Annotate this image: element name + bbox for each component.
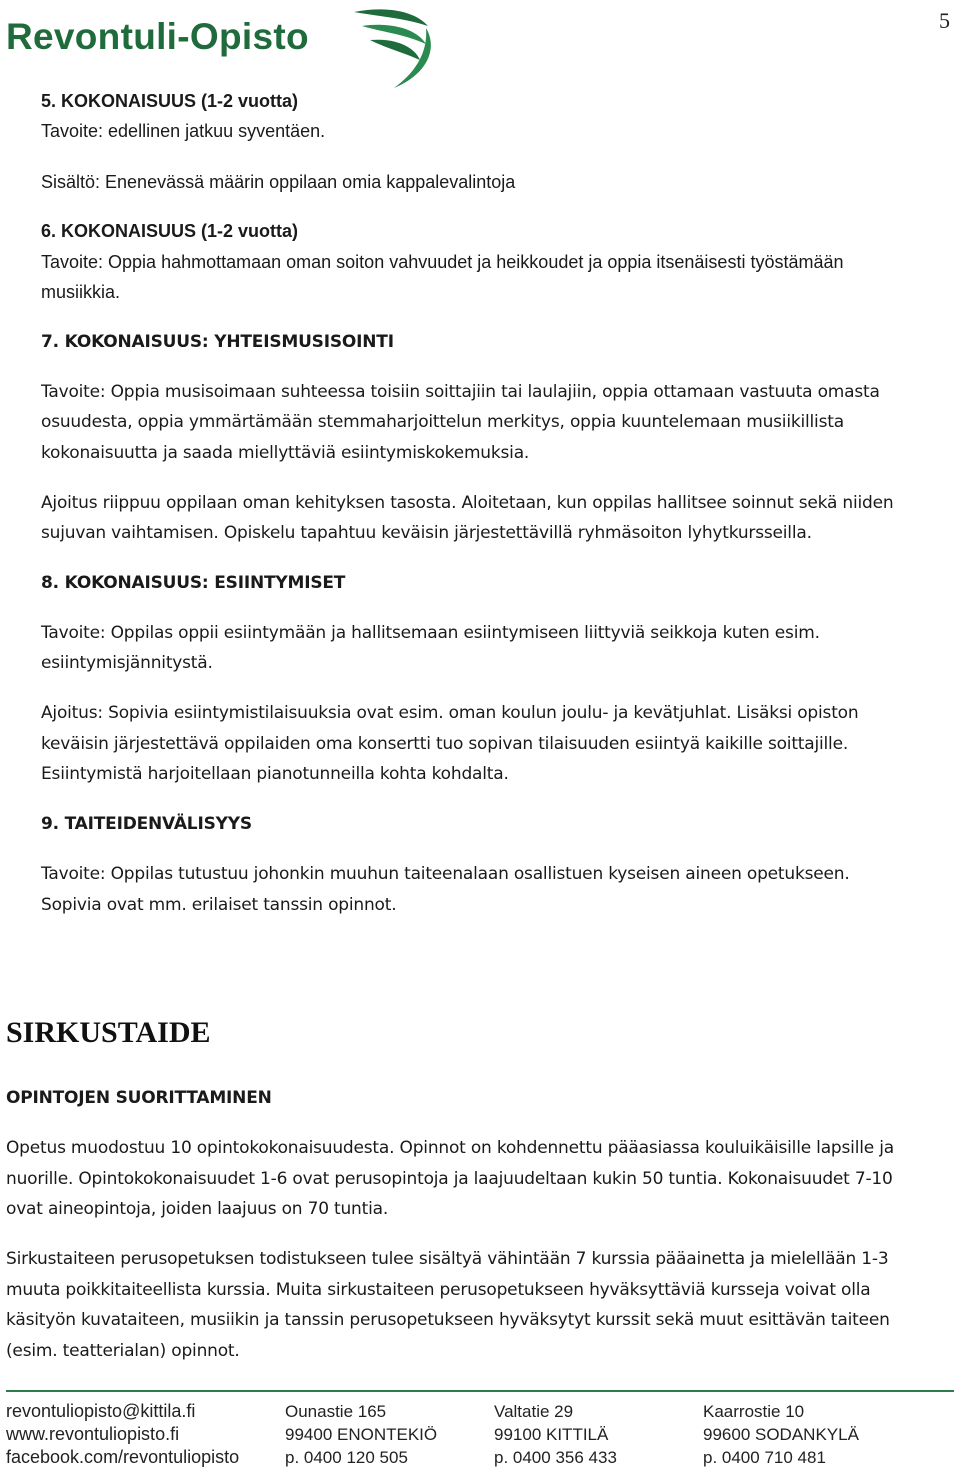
unit-7-goal-line-1: Tavoite: Oppia musisoimaan suhteessa toisiin soittajiin tai laulajiin, oppia ottamaan vastuuta omasta — [41, 382, 880, 402]
footer-office-enontekio — [285, 1400, 437, 1469]
unit-7-timing-line-1: Ajoitus riippuu oppilaan oman kehityksen tasosta. Aloitetaan, kun oppilas hallitsee soinnut sekä niiden — [41, 493, 894, 513]
footer-contact — [6, 1400, 239, 1469]
completion-paragraph-1-line-2: nuorille. Opintokokonaisuudet 1-6 ovat perusopintoja ja laajuudeltaan kukin 50 tuntia. Kokonaisuudet 7-10 — [6, 1169, 893, 1189]
completion-paragraph-2-line-1: Sirkustaiteen perusopetuksen todistukseen tulee sisältyä vähintään 7 kurssia pääainetta ja mielellään 1-3 — [6, 1249, 889, 1269]
footer-address: Kaarrostie 10 — [703, 1402, 805, 1421]
footer-website: www.revontuliopisto.fi — [6, 1424, 180, 1444]
footer-office-sodankyla — [703, 1400, 859, 1469]
unit-8-heading: 8. KOKONAISUUS: ESIINTYMISET — [41, 573, 346, 593]
unit-8-timing-line-2: keväisin järjestettävä oppilaiden oma konsertti tuo sopivan tilaisuuden esiintyä kaikille soittajille. — [41, 734, 849, 754]
unit-7-goal-line-2: osuudesta, oppia ymmärtämään stemmaharjoittelun merkitys, oppia kuuntelemaan musiikillista — [41, 412, 844, 432]
logo — [6, 4, 436, 92]
footer-postal: 99400 ENONTEKIÖ — [285, 1425, 438, 1444]
section-title-circus: SIRKUSTAIDE — [6, 1016, 211, 1049]
footer-email: revontuliopisto@kittila.fi — [6, 1401, 196, 1421]
unit-7-timing-line-2: sujuvan vaihtamisen. Opiskelu tapahtuu keväisin järjestettävillä ryhmäsoiton lyhytkursseilla. — [41, 523, 812, 543]
unit-7-heading: 7. KOKONAISUUS: YHTEISMUSISOINTI — [41, 332, 394, 352]
footer-phone: p. 0400 356 433 — [494, 1448, 617, 1467]
footer-facebook: facebook.com/revontuliopisto — [6, 1447, 240, 1467]
unit-6-goal-line-2: musiikkia. — [41, 282, 121, 302]
northern-lights-logo-icon — [344, 4, 436, 92]
footer-divider — [6, 1390, 954, 1392]
unit-5-goal: Tavoite: edellinen jatkuu syventäen. — [41, 121, 326, 141]
completion-paragraph-1-line-1: Opetus muodostuu 10 opintokokonaisuudesta. Opinnot on kohdennettu pääasiassa kouluikäisille lapsille ja — [6, 1138, 894, 1158]
logo-text: Revontuli-Opisto — [6, 16, 309, 57]
completion-paragraph-2-line-2: muuta poikkitaiteellista kurssia. Muita sirkustaiteen perusopetukseen hyväksyttäviä kursseja voivat olla — [6, 1280, 871, 1300]
unit-9-heading: 9. TAITEIDENVÄLISYYS — [41, 814, 252, 834]
footer-postal: 99100 KITTILÄ — [494, 1425, 609, 1444]
unit-8-goal-line-2: esiintymisjännitystä. — [41, 653, 213, 673]
unit-9-goal-line-2: Sopivia ovat mm. erilaiset tanssin opinnot. — [41, 895, 397, 915]
unit-7-goal-line-3: kokonaisuutta ja saada miellyttäviä esiintymiskokemuksia. — [41, 443, 530, 463]
unit-8-timing-line-1: Ajoitus: Sopivia esiintymistilaisuuksia ovat esim. oman koulun joulu- ja kevätjuhlat. Lisäksi opiston — [41, 703, 859, 723]
unit-6-heading: 6. KOKONAISUUS (1-2 vuotta) — [41, 221, 299, 241]
completion-paragraph-1-line-3: ovat aineopintoja, joiden laajuus on 70 tuntia. — [6, 1199, 389, 1219]
subsection-heading-completion: OPINTOJEN SUORITTAMINEN — [6, 1088, 272, 1108]
completion-paragraph-2-line-3: käsityön kuvataiteen, musiikin ja tanssin perusopetukseen hyväksytyt kurssit sekä muut esittävän taiteen — [6, 1310, 890, 1330]
footer-phone: p. 0400 120 505 — [285, 1448, 408, 1467]
completion-paragraph-2-line-4: (esim. teatterialan) opinnot. — [6, 1341, 240, 1361]
footer-address: Ounastie 165 — [285, 1402, 387, 1421]
unit-6-goal-line-1: Tavoite: Oppia hahmottamaan oman soiton vahvuudet ja heikkoudet ja oppia itsenäisesti työstämään — [41, 252, 844, 272]
footer-phone: p. 0400 710 481 — [703, 1448, 826, 1467]
unit-8-timing-line-3: Esiintymistä harjoitellaan pianotunneilla kohta kohdalta. — [41, 764, 509, 784]
footer-address: Valtatie 29 — [494, 1402, 574, 1421]
unit-5-content: Sisältö: Enenevässä määrin oppilaan omia kappalevalintoja — [41, 172, 516, 192]
footer-office-kittila — [494, 1400, 617, 1469]
unit-5-heading: 5. KOKONAISUUS (1-2 vuotta) — [41, 91, 299, 111]
footer-postal: 99600 SODANKYLÄ — [703, 1425, 859, 1444]
unit-8-goal-line-1: Tavoite: Oppilas oppii esiintymään ja hallitsemaan esiintymiseen liittyviä seikkoja kuten esim. — [41, 623, 820, 643]
unit-9-goal-line-1: Tavoite: Oppilas tutustuu johonkin muuhun taiteenalaan osallistuen kyseisen aineen opetukseen. — [41, 864, 850, 884]
page-number: 5 — [939, 8, 950, 33]
